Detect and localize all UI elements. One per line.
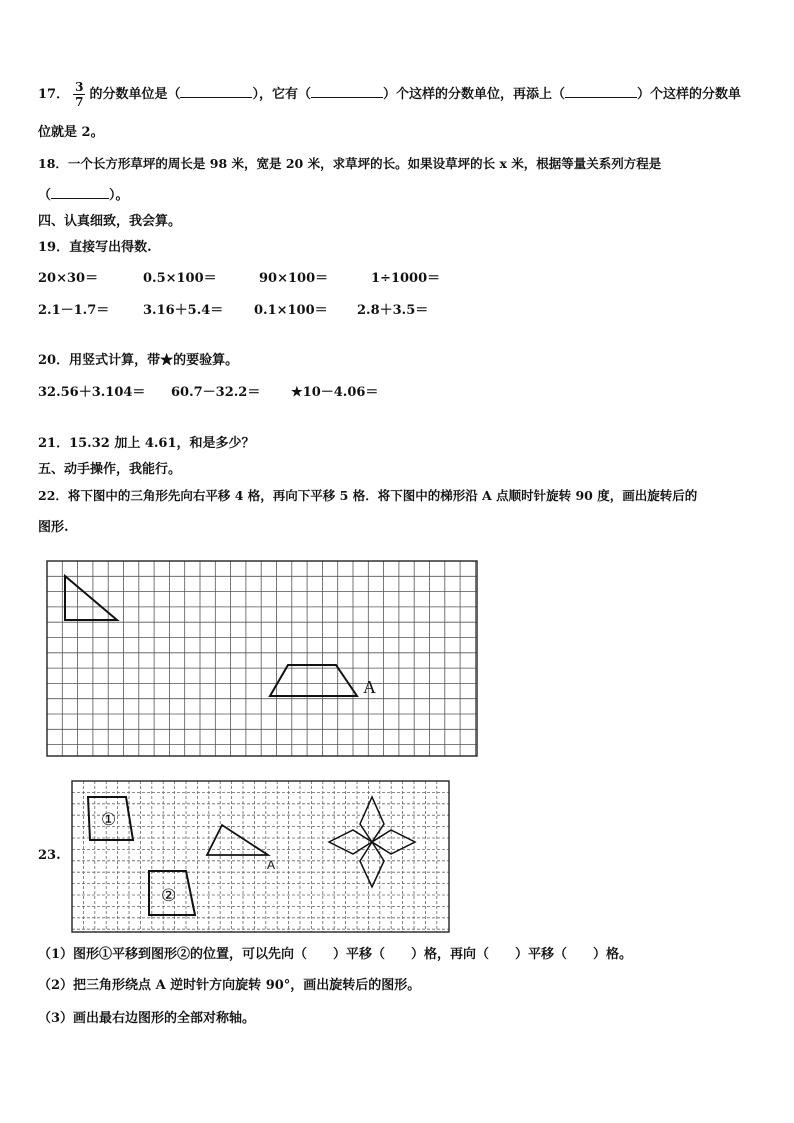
section-4-heading: 四、认真细致，我会算。 bbox=[38, 214, 182, 229]
q22-line2: 图形. bbox=[38, 520, 69, 535]
q17-text-4: ）个这样的分数单 bbox=[637, 87, 742, 102]
q19-r2-c1: 2.1－1.7＝ bbox=[38, 303, 110, 318]
q18-close-paren: ）。 bbox=[109, 188, 129, 203]
figure-2-label: ② bbox=[161, 886, 177, 906]
q21-text: 21．15.32 加上 4.61，和是多少？ bbox=[38, 436, 255, 451]
q18-line1: 18．一个长方形草坪的周长是 98 米，宽是 20 米，求草坪的长。如果设草坪的长 x 米，根据等量关系列方程是 bbox=[38, 156, 662, 171]
flower-petal-bottom bbox=[360, 842, 384, 887]
q17-text-1: 的分数单位是（ bbox=[89, 87, 181, 102]
q23-grid-figure bbox=[70, 779, 452, 935]
q17-text-3: ）个这样的分数单位，再添上（ bbox=[382, 87, 565, 102]
q18-answer-blank[interactable] bbox=[51, 186, 109, 199]
q23-number: 23. bbox=[38, 848, 61, 863]
q22-line1: 22．将下图中的三角形先向右平移 4 格，再向下平移 5 格．将下图中的梯形沿 A 点顺时针旋转 90 度，画出旋转后的 bbox=[38, 488, 698, 503]
q19-r2-c3: 0.1×100＝ bbox=[254, 303, 328, 318]
q19-r1-c3: 90×100＝ bbox=[259, 271, 329, 286]
q22-grid-figure bbox=[44, 558, 484, 760]
q22-point-a-label: A bbox=[363, 677, 376, 697]
q22-grid-border bbox=[47, 561, 477, 756]
section-5-heading: 五、动手操作，我能行。 bbox=[38, 462, 182, 477]
q18-line2 bbox=[38, 186, 129, 205]
q20-title: 20．用竖式计算，带★的要验算。 bbox=[38, 353, 239, 368]
q23-point-a-label: A bbox=[267, 858, 276, 872]
q17-text-2: ），它有（ bbox=[252, 87, 311, 102]
q19-r2-c2: 3.16＋5.4＝ bbox=[143, 303, 224, 318]
q23-grid-lines bbox=[72, 781, 449, 932]
q19-r2-c4: 2.8＋3.5＝ bbox=[357, 303, 429, 318]
triangle-shape[interactable] bbox=[65, 576, 117, 620]
q20-item-3: ★10－4.06＝ bbox=[291, 385, 379, 400]
q17 bbox=[38, 80, 741, 109]
q19-r1-c4: 1÷1000＝ bbox=[371, 271, 441, 286]
q18-open-paren: （ bbox=[38, 188, 52, 203]
q20-item-2: 60.7－32.2＝ bbox=[171, 385, 261, 400]
q23-sub3: （3）画出最右边图形的全部对称轴。 bbox=[38, 1011, 256, 1026]
flower-figure[interactable] bbox=[329, 797, 415, 887]
q20-item-1: 32.56＋3.104＝ bbox=[38, 385, 146, 400]
q23-sub2: （2）把三角形绕点 A 逆时针方向旋转 90°，画出旋转后的图形。 bbox=[38, 978, 421, 993]
q19-r1-c2: 0.5×100＝ bbox=[143, 271, 217, 286]
q17-blank-2[interactable] bbox=[311, 85, 383, 98]
q19-title: 19．直接写出得数. bbox=[38, 240, 152, 255]
trapezoid-shape[interactable] bbox=[270, 665, 357, 696]
q19-r1-c1: 20×30＝ bbox=[38, 271, 99, 286]
q17-blank-3[interactable] bbox=[565, 85, 637, 98]
q22-grid-lines bbox=[47, 561, 477, 756]
q23-triangle-shape[interactable] bbox=[207, 825, 268, 855]
q17-fraction-numerator: 3 bbox=[75, 80, 84, 94]
q23-sub1: （1）图形①平移到图形②的位置，可以先向（ ）平移（ ）格，再向（ ）平移（ ）格。 bbox=[38, 947, 633, 962]
q17-fraction bbox=[73, 80, 85, 109]
q17-line2: 位就是 2。 bbox=[38, 125, 104, 140]
q17-blank-1[interactable] bbox=[180, 85, 252, 98]
figure-1-label: ① bbox=[101, 810, 117, 830]
q17-fraction-denominator: 7 bbox=[75, 95, 84, 109]
q17-number: 17． bbox=[38, 87, 70, 102]
